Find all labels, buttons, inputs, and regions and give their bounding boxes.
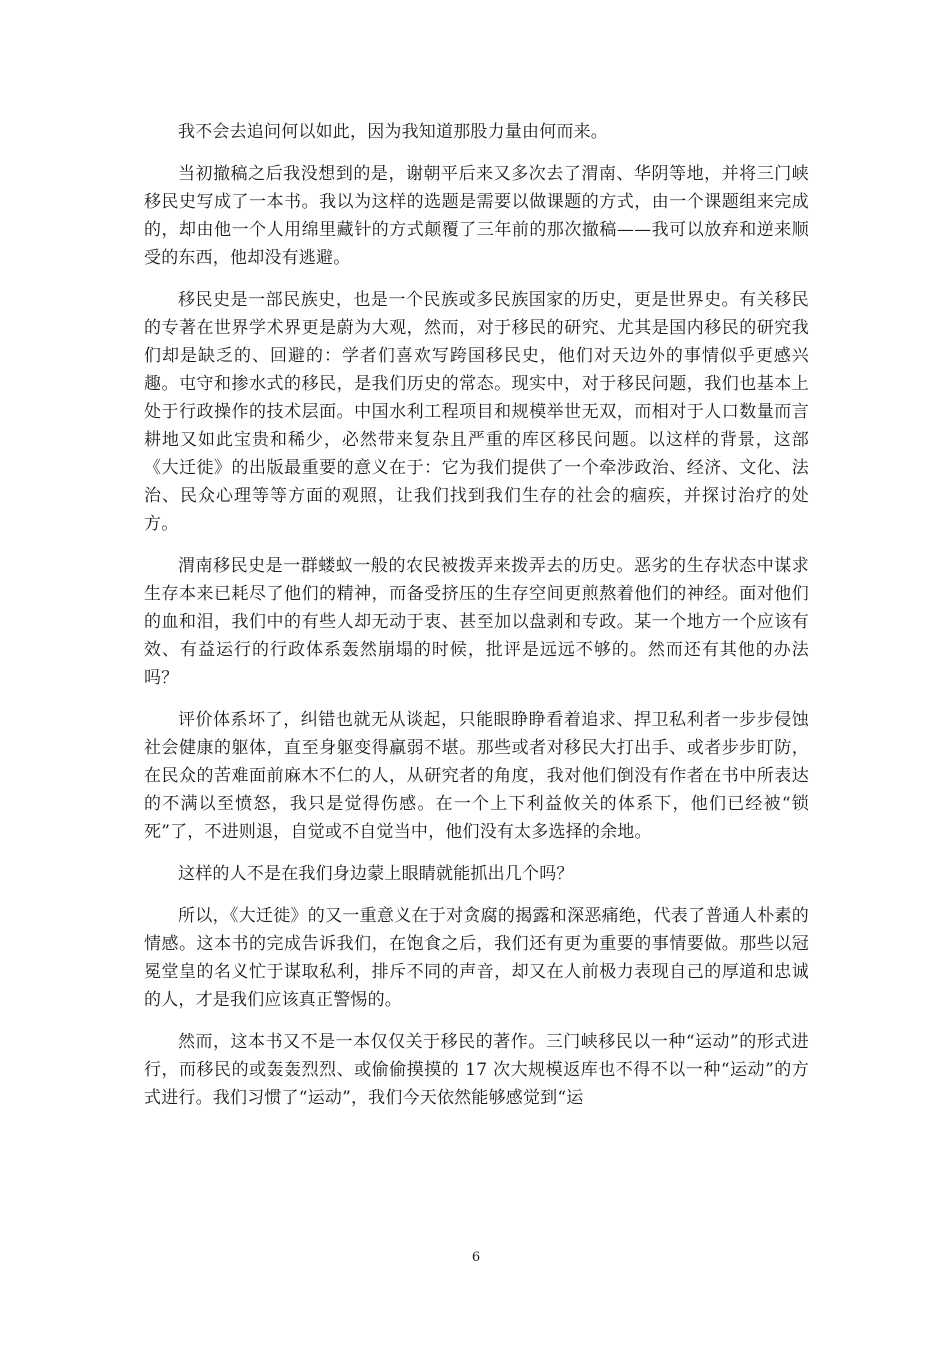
paragraph: 我不会去追问何以如此，因为我知道那股力量由何而来。 (178, 122, 608, 142)
paragraph: 所以，《大迁徙》的又一重意义在于对贪腐的揭露和深恶痛绝，代表了普通人朴素的情感。这本书的完成告诉我们，在饱食之后，我们还有更为重要的事情要做。那些以冠冕堂皇的名义忙于谋取私利，排斥不同的声音，却又在人前极力表现自己的厚道和忠诚的人，才是我们应该真正警惕的。 (144, 906, 809, 1010)
paragraph: 移民史是一部民族史，也是一个民族或多民族国家的历史，更是世界史。有关移民的专著在世界学术界更是蔚为大观，然而，对于移民的研究、尤其是国内移民的研究我们却是缺乏的、回避的：学者们喜欢写跨国移民史，他们对天边外的事情似乎更感兴趣。屯守和掺水式的移民，是我们历史的常态。现实中，对于移民问题，我们也基本上处于行政操作的技术层面。中国水利工程项目和规模举世无双，而相对于人口数量而言耕地又如此宝贵和稀少，必然带来复杂且严重的库区移民问题。以这样的背景，这部《大迁徙》的出版最重要的意义在于：它为我们提供了一个牵涉政治、经济、文化、法治、民众心理等等方面的观照，让我们找到我们生存的社会的痼疾，并探讨治疗的处方。 (144, 290, 809, 534)
page-number: 6 (471, 1250, 481, 1265)
paragraph: 然而，这本书又不是一本仅仅关于移民的著作。三门峡移民以一种“运动”的形式进行，而移民的或轰轰烈烈、或偷偷摸摸的 17 次大规模返库也不得不以一种“运动”的方式进行。我们习惯了“运动”，我们今天依然能够感觉到“运 (144, 1032, 809, 1108)
paragraph: 当初撤稿之后我没想到的是，谢朝平后来又多次去了渭南、华阴等地，并将三门峡移民史写成了一本书。我以为这样的选题是需要以做课题的方式，由一个课题组来完成的，却由他一个人用绵里藏针的方式颠覆了三年前的那次撤稿——我可以放弃和逆来顺受的东西，他却没有逃避。 (144, 164, 809, 268)
paragraph: 这样的人不是在我们身边蒙上眼睛就能抓出几个吗？ (178, 864, 574, 884)
body-text (144, 118, 809, 1126)
paragraph: 评价体系坏了，纠错也就无从谈起，只能眼睁睁看着追求、捍卫私利者一步步侵蚀社会健康的躯体，直至身躯变得羸弱不堪。那些或者对移民大打出手、或者步步盯防，在民众的苦难面前麻木不仁的人，从研究者的角度，我对他们倒没有作者在书中所表达的不满以至愤怒，我只是觉得伤感。在一个上下利益攸关的体系下，他们已经被“锁死”了，不进则退，自觉或不自觉当中，他们没有太多选择的余地。 (144, 710, 809, 842)
paragraph: 渭南移民史是一群蝼蚁一般的农民被拨弄来拨弄去的历史。恶劣的生存状态中谋求生存本来已耗尽了他们的精神，而备受挤压的生存空间更煎熬着他们的神经。面对他们的血和泪，我们中的有些人却无动于衷、甚至加以盘剥和专政。某一个地方一个应该有效、有益运行的行政体系轰然崩塌的时候，批评是远远不够的。然而还有其他的办法吗？ (144, 556, 809, 688)
